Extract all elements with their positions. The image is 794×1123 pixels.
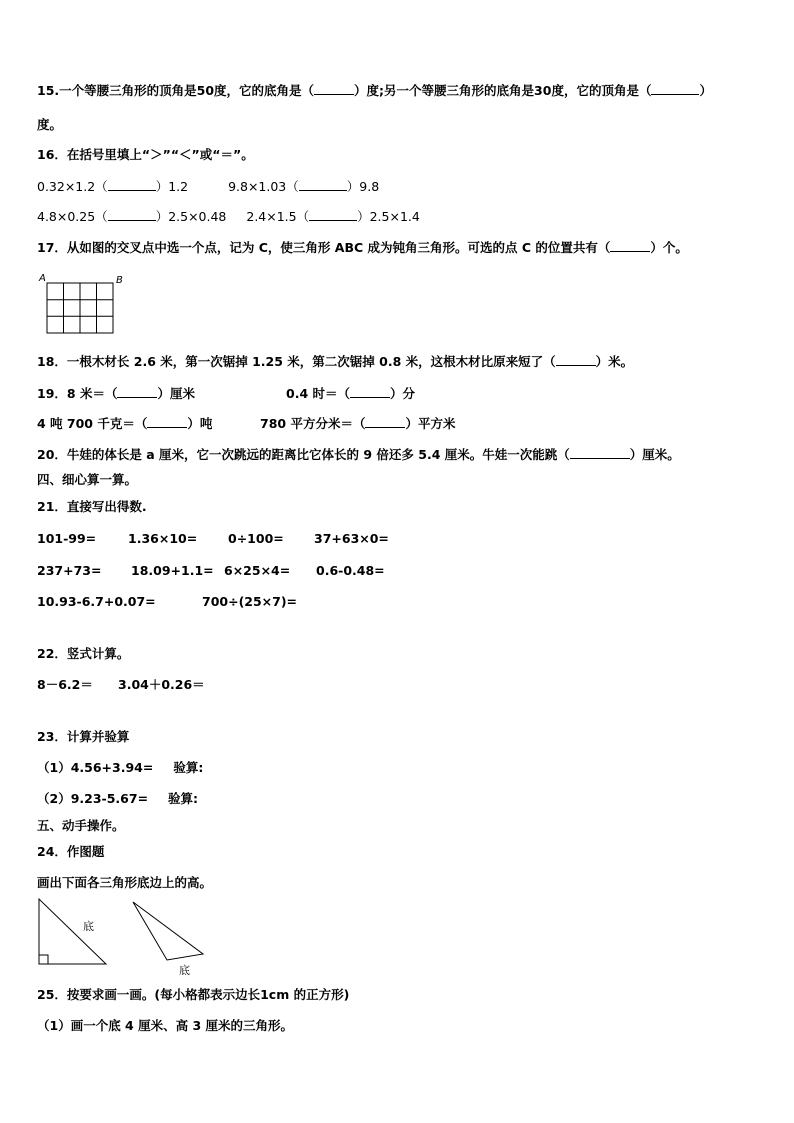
calc-item: 1.36×10= [128, 531, 198, 546]
q17-text-a: 17．从如图的交叉点中选一个点，记为 C，使三角形 ABC 成为钝角三角形。可选的点 C 的位置共有（ [37, 240, 611, 255]
check-label: 验算: [168, 791, 199, 806]
question-21-title: 21．直接写出得数. [37, 499, 147, 514]
conversion-left: 0.4 时＝（ [286, 386, 350, 401]
point-b-label: B [116, 275, 123, 286]
q18-text-b: ）米。 [595, 354, 634, 369]
calc-item: 6×25×4= [224, 563, 291, 578]
question-24-title: 24．作图题 [37, 844, 105, 859]
answer-blank[interactable] [108, 208, 156, 221]
conversion-right: ）厘米 [157, 386, 195, 401]
check-expr: （1）4.56+3.94= [37, 760, 154, 775]
q15-text-b: ）度;另一个等腰三角形的底角是30度，它的顶角是（ [354, 83, 652, 98]
section-5-heading: 五、动手操作。 [37, 818, 125, 833]
question-17 [37, 239, 688, 257]
answer-blank[interactable] [299, 178, 347, 191]
conversion-right: ）吨 [187, 416, 213, 431]
check-calc-row [37, 790, 198, 808]
compare-right: ）9.8 [346, 179, 380, 194]
vertical-calc-item: 3.04＋0.26＝ [118, 677, 205, 692]
question-15 [37, 82, 712, 100]
calc-item: 0÷100= [228, 531, 284, 546]
answer-blank[interactable] [570, 446, 630, 459]
calc-item: 0.6-0.48= [316, 563, 385, 578]
conversion-left: 780 平方分米＝（ [260, 416, 366, 431]
q20-text-b: ）厘米。 [629, 447, 680, 462]
question-23-title: 23．计算并验算 [37, 729, 130, 744]
question-25-item-1: （1）画一个底 4 厘米、高 3 厘米的三角形。 [37, 1018, 294, 1033]
question-19-row-2b [260, 415, 455, 433]
q15-text-a: 15.一个等腰三角形的顶角是50度，它的底角是（ [37, 83, 315, 98]
question-19-row-2 [37, 415, 212, 433]
conversion-right: ）分 [390, 386, 416, 401]
section-4-heading: 四、细心算一算。 [37, 472, 138, 487]
base-label-2: 底 [179, 964, 190, 977]
grid-lines [47, 283, 113, 333]
answer-blank[interactable] [651, 82, 699, 95]
check-expr: （2）9.23-5.67= [37, 791, 149, 806]
check-label: 验算: [173, 760, 204, 775]
answer-blank[interactable] [610, 239, 650, 252]
question-22-title: 22．竖式计算。 [37, 646, 130, 661]
calc-item: 10.93-6.7+0.07= [37, 594, 156, 609]
question-25-title: 25．按要求画一画。(每小格都表示边长1cm 的正方形) [37, 987, 350, 1002]
answer-blank[interactable] [556, 353, 596, 366]
compare-left: 4.8×0.25（ [37, 209, 108, 224]
answer-blank[interactable] [108, 178, 156, 191]
question-15-cont: 度。 [37, 117, 63, 132]
calc-item: 101-99= [37, 531, 97, 546]
calc-item: 37+63×0= [314, 531, 389, 546]
calc-item: 237+73= [37, 563, 102, 578]
right-triangle [39, 899, 106, 964]
answer-blank[interactable] [117, 385, 157, 398]
question-16-row-2 [37, 208, 420, 226]
check-calc-row [37, 759, 203, 777]
question-24-instruction: 画出下面各三角形底边上的高。 [37, 875, 213, 890]
calc-item: 700÷(25×7)= [202, 594, 298, 609]
answer-blank[interactable] [365, 415, 405, 428]
q15-text-c: ） [699, 83, 712, 98]
answer-blank[interactable] [309, 208, 357, 221]
vertical-calc-item: 8－6.2＝ [37, 677, 93, 692]
compare-left: 2.4×1.5（ [246, 209, 310, 224]
q17-text-b: ）个。 [650, 240, 688, 255]
compare-right: ）2.5×1.4 [357, 209, 420, 224]
compare-left: 0.32×1.2（ [37, 179, 108, 194]
answer-blank[interactable] [147, 415, 187, 428]
compare-left: 9.8×1.03（ [228, 179, 299, 194]
question-18 [37, 353, 633, 371]
calc-item: 18.09+1.1= [131, 563, 214, 578]
answer-blank[interactable] [350, 385, 390, 398]
grid-figure [36, 270, 136, 340]
compare-right: ）1.2 [155, 179, 189, 194]
question-16-row-1 [37, 178, 379, 196]
q18-text-a: 18．一根木材长 2.6 米，第一次锯掉 1.25 米，第二次锯掉 0.8 米，这根木材比原来短了（ [37, 354, 556, 369]
conversion-left: 4 吨 700 千克＝（ [37, 416, 148, 431]
compare-right: ）2.5×0.48 [155, 209, 227, 224]
obtuse-triangle [133, 902, 203, 960]
conversion-right: ）平方米 [405, 416, 456, 431]
base-label-1: 底 [83, 920, 94, 933]
answer-blank[interactable] [314, 82, 354, 95]
question-16-title: 16．在括号里填上“＞”“＜”或“＝”。 [37, 147, 254, 162]
right-angle-mark [39, 955, 48, 964]
q20-text-a: 20．牛娃的体长是 a 厘米，它一次跳远的距离比它体长的 9 倍还多 5.4 厘米。牛娃一次能跳（ [37, 447, 570, 462]
question-19-row-1b [286, 385, 415, 403]
conversion-left: 19．8 米＝（ [37, 386, 118, 401]
question-20 [37, 446, 680, 464]
point-a-label: A [39, 273, 46, 284]
question-19-row-1 [37, 385, 195, 403]
triangle-figures [36, 896, 216, 976]
